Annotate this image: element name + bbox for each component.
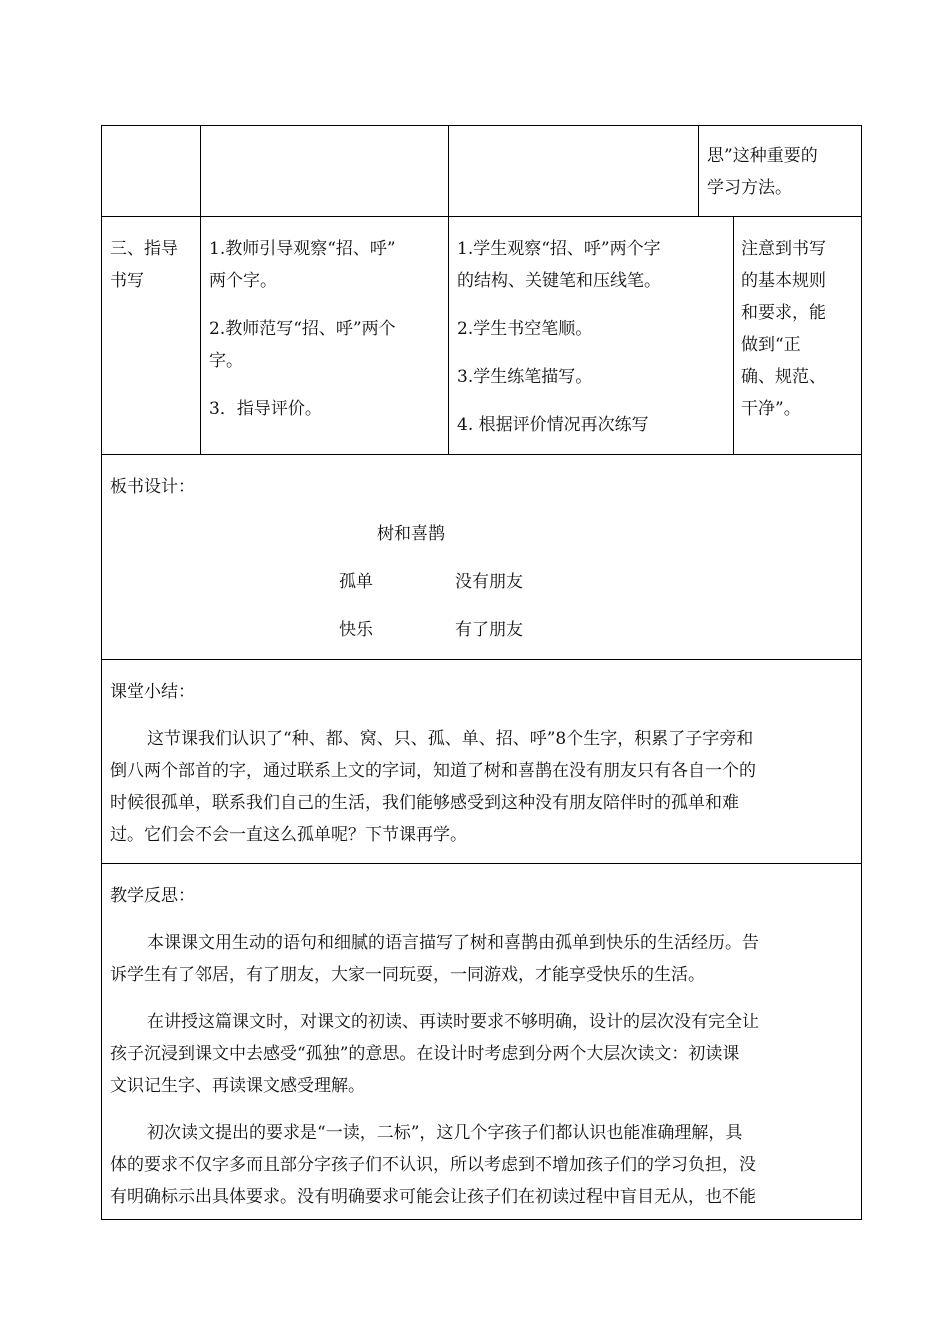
design-intent-line: 做到“正 bbox=[741, 335, 801, 355]
reflection-para2-line: 孩子沉浸到课文中去感受“孤独”的意思。在设计时考虑到分两个大层次读文：初读课 bbox=[110, 1044, 740, 1064]
student-activity-line: 1.学生观察“招、呼”两个字 bbox=[457, 239, 661, 259]
col-divider-3-guide bbox=[733, 216, 734, 455]
reflection-heading: 教学反思： bbox=[110, 886, 195, 906]
teacher-activity-line: 两个字。 bbox=[209, 271, 277, 291]
board-row-right: 有了朋友 bbox=[455, 620, 523, 640]
summary-line: 这节课我们认识了“种、都、窝、只、孤、单、招、呼”8个生字，积累了子字旁和 bbox=[147, 729, 754, 749]
summary-heading: 课堂小结： bbox=[110, 682, 195, 702]
reflection-para3-line: 有明确标示出具体要求。没有明确要求可能会让孩子们在初读过程中盲目无从，也不能 bbox=[110, 1187, 756, 1207]
row-divider-4 bbox=[101, 863, 862, 864]
board-row-left: 快乐 bbox=[339, 620, 373, 640]
reflection-para1-line: 本课课文用生动的语句和细腻的语言描写了树和喜鹊由孤单到快乐的生活经历。告 bbox=[147, 933, 759, 953]
table-left-border bbox=[101, 125, 102, 1220]
col-divider-2 bbox=[448, 125, 449, 455]
summary-line: 过。它们会不会一直这么孤单呢？下节课再学。 bbox=[110, 825, 467, 845]
student-activity-line: 3.学生练笔描写。 bbox=[457, 367, 593, 387]
summary-line: 倒八两个部首的字，通过联系上文的字词，知道了树和喜鹊在没有朋友只有各自一个的 bbox=[110, 761, 756, 781]
design-intent-line: 确、规范、 bbox=[741, 367, 826, 387]
reflection-para3-line: 初次读文提出的要求是“一读，二标”，这几个字孩子们都认识也能准确理解，具 bbox=[147, 1123, 743, 1143]
board-row-right: 没有朋友 bbox=[455, 572, 523, 592]
reflection-para1-line: 诉学生有了邻居，有了朋友，大家一同玩耍，一同游戏，才能享受快乐的生活。 bbox=[110, 965, 705, 985]
guide-label-line: 三、指导 bbox=[110, 239, 178, 259]
design-intent-line: 的基本规则 bbox=[741, 271, 826, 291]
teacher-activity-line: 2.教师范写“招、呼”两个 bbox=[209, 319, 396, 339]
table-right-border bbox=[861, 125, 862, 1220]
reflection-para3-line: 体的要求不仅字多而且部分字孩子们不认识，所以考虑到不增加孩子们的学习负担，没 bbox=[110, 1155, 756, 1175]
top-row-note-line: 学习方法。 bbox=[707, 178, 792, 198]
teacher-activity-line: 3．指导评价。 bbox=[209, 399, 322, 419]
student-activity-line: 2.学生书空笔顺。 bbox=[457, 319, 593, 339]
board-title: 树和喜鹊 bbox=[377, 524, 445, 544]
teacher-activity-line: 字。 bbox=[209, 351, 243, 371]
board-design-heading: 板书设计： bbox=[110, 477, 195, 497]
teacher-activity-line: 1.教师引导观察“招、呼” bbox=[209, 239, 396, 259]
guide-label-line: 书写 bbox=[110, 271, 144, 291]
design-intent-line: 注意到书写 bbox=[741, 239, 826, 259]
col-divider-1 bbox=[200, 125, 201, 455]
row-divider-3 bbox=[101, 659, 862, 660]
student-activity-line: 的结构、关键笔和压线笔。 bbox=[457, 271, 661, 291]
design-intent-line: 和要求，能 bbox=[741, 303, 826, 323]
design-intent-line: 干净”。 bbox=[741, 399, 801, 419]
reflection-para2-line: 在讲授这篇课文时，对课文的初读、再读时要求不够明确，设计的层次没有完全让 bbox=[147, 1012, 759, 1032]
summary-line: 时候很孤单，联系我们自己的生活，我们能够感受到这种没有朋友陪伴时的孤单和难 bbox=[110, 793, 739, 813]
row-divider-1 bbox=[101, 216, 862, 217]
table-bottom-border bbox=[101, 1219, 862, 1220]
col-divider-3-top bbox=[698, 125, 699, 217]
top-row-note-line: 思”这种重要的 bbox=[707, 146, 818, 166]
row-divider-2 bbox=[101, 454, 862, 455]
student-activity-line: 4. 根据评价情况再次练写 bbox=[457, 415, 649, 435]
table-top-border bbox=[101, 125, 862, 126]
board-row-left: 孤单 bbox=[339, 572, 373, 592]
reflection-para2-line: 文识记生字、再读课文感受理解。 bbox=[110, 1076, 365, 1096]
